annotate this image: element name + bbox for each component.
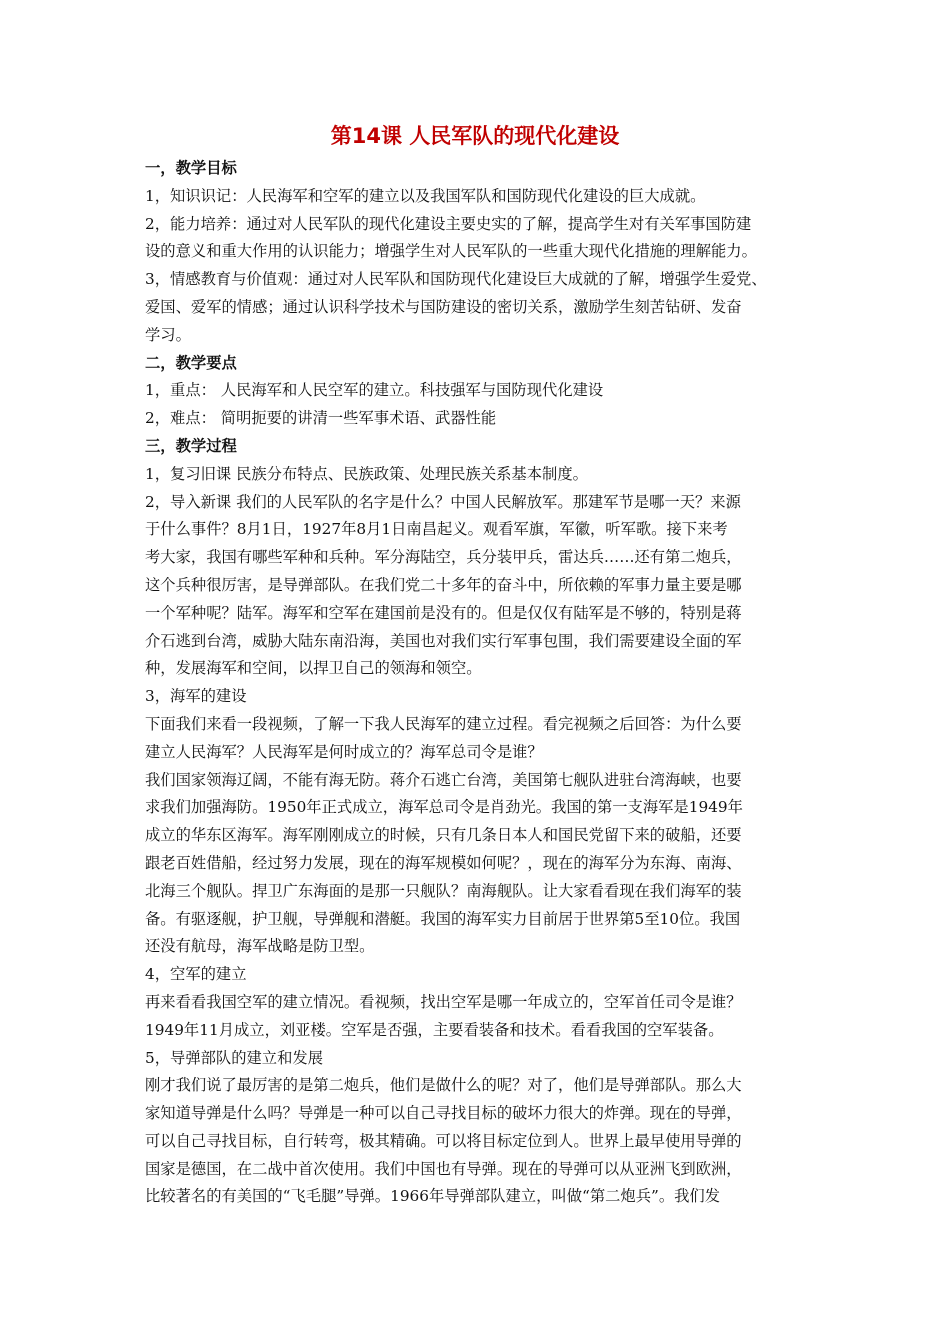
- text-line: 家知道导弹是什么吗？导弹是一种可以自己寻找目标的破坏力很大的炸弹。现在的导弹，: [145, 1104, 742, 1123]
- text-line: 国家是德国，在二战中首次使用。我们中国也有导弹。现在的导弹可以从亚洲飞到欧洲，: [145, 1159, 742, 1178]
- text-line: 介石逃到台湾，威胁大陆东南沿海，美国也对我们实行军事包围，我们需要建设全面的军: [145, 631, 742, 650]
- text-line: 北海三个舰队。捍卫广东海面的是那一只舰队？南海舰队。让大家看看现在我们海军的装: [145, 881, 742, 900]
- section-heading: 二，教学要点: [145, 353, 237, 372]
- text-line: 我们国家领海辽阔，不能有海无防。蒋介石逃亡台湾，美国第七舰队进驻台湾海峡，也要: [145, 770, 742, 789]
- text-line: 2，能力培养：通过对人民军队的现代化建设主要史实的了解，提高学生对有关军事国防建: [145, 214, 752, 233]
- section-heading: 三，教学过程: [145, 436, 237, 455]
- text-line: 种，发展海军和空间，以捍卫自己的领海和领空。: [145, 659, 482, 678]
- text-line: 比较著名的有美国的“飞毛腿”导弹。1966年导弹部队建立，叫做“第二炮兵”。我们发: [145, 1187, 721, 1206]
- text-line: 考大家，我国有哪些军种和兵种。军分海陆空，兵分装甲兵，雷达兵……还有第二炮兵，: [145, 548, 742, 567]
- lesson-title: 第14课 人民军队的现代化建设: [330, 124, 620, 148]
- text-line: 1，复习旧课 民族分布特点、民族政策、处理民族关系基本制度。: [145, 464, 588, 483]
- text-line: 求我们加强海防。1950年正式成立，海军总司令是肖劲光。我国的第一支海军是1949年: [145, 798, 743, 817]
- text-line: 刚才我们说了最厉害的是第二炮兵，他们是做什么的呢？对了，他们是导弹部队。那么大: [145, 1076, 742, 1095]
- text-line: 还没有航母，海军战略是防卫型。: [145, 937, 375, 956]
- text-line: 再来看看我国空军的建立情况。看视频，找出空军是哪一年成立的，空军首任司令是谁？: [145, 992, 742, 1011]
- text-line: 2，导入新课 我们的人民军队的名字是什么？中国人民解放军。那建军节是哪一天？来源: [145, 492, 741, 511]
- text-line: 1，知识识记：人民海军和空军的建立以及我国军队和国防现代化建设的巨大成就。: [145, 186, 706, 205]
- text-line: 备。有驱逐舰，护卫舰，导弹舰和潜艇。我国的海军实力目前居于世界第5至10位。我国: [145, 909, 741, 928]
- text-line: 2，难点： 简明扼要的讲清一些军事术语、武器性能: [145, 409, 497, 428]
- text-line: 这个兵种很厉害，是导弹部队。在我们党二十多年的奋斗中，所依赖的军事力量主要是哪: [145, 575, 742, 594]
- text-line: 设的意义和重大作用的认识能力；增强学生对人民军队的一些重大现代化措施的理解能力。: [145, 242, 757, 261]
- text-line: 1949年11月成立，刘亚楼。空军是否强，主要看装备和技术。看看我国的空军装备。: [145, 1020, 724, 1039]
- text-line: 1，重点： 人民海军和人民空军的建立。科技强军与国防现代化建设: [145, 381, 604, 400]
- text-line: 一个军种呢？陆军。海军和空军在建国前是没有的。但是仅仅有陆军是不够的，特别是蒋: [145, 603, 742, 622]
- text-line: 学习。: [145, 325, 191, 344]
- section-heading: 一，教学目标: [145, 159, 237, 177]
- text-line: 5，导弹部队的建立和发展: [145, 1048, 323, 1067]
- text-line: 建立人民海军？人民海军是何时成立的？海军总司令是谁？: [145, 742, 543, 761]
- text-line: 3，情感教育与价值观：通过对人民军队和国防现代化建设巨大成就的了解，增强学生爱党、: [145, 270, 767, 289]
- text-line: 爱国、爱军的情感；通过认识科学技术与国防建设的密切关系，激励学生刻苦钻研、发奋: [145, 297, 742, 316]
- text-line: 可以自己寻找目标，自行转弯，极其精确。可以将目标定位到人。世界上最早使用导弹的: [145, 1131, 742, 1150]
- text-line: 3，海军的建设: [145, 687, 247, 706]
- document-body: [145, 155, 807, 1211]
- text-line: 于什么事件？8月1日，1927年8月1日南昌起义。观看军旗，军徽，听军歌。接下来考: [145, 520, 728, 539]
- text-line: 跟老百姓借船，经过努力发展，现在的海军规模如何呢？，现在的海军分为东海、南海、: [145, 853, 742, 872]
- text-line: 成立的华东区海军。海军刚刚成立的时候，只有几条日本人和国民党留下来的破船，还要: [145, 826, 742, 845]
- text-line: 下面我们来看一段视频，了解一下我人民海军的建立过程。看完视频之后回答：为什么要: [145, 714, 742, 733]
- text-line: 4，空军的建立: [145, 965, 247, 984]
